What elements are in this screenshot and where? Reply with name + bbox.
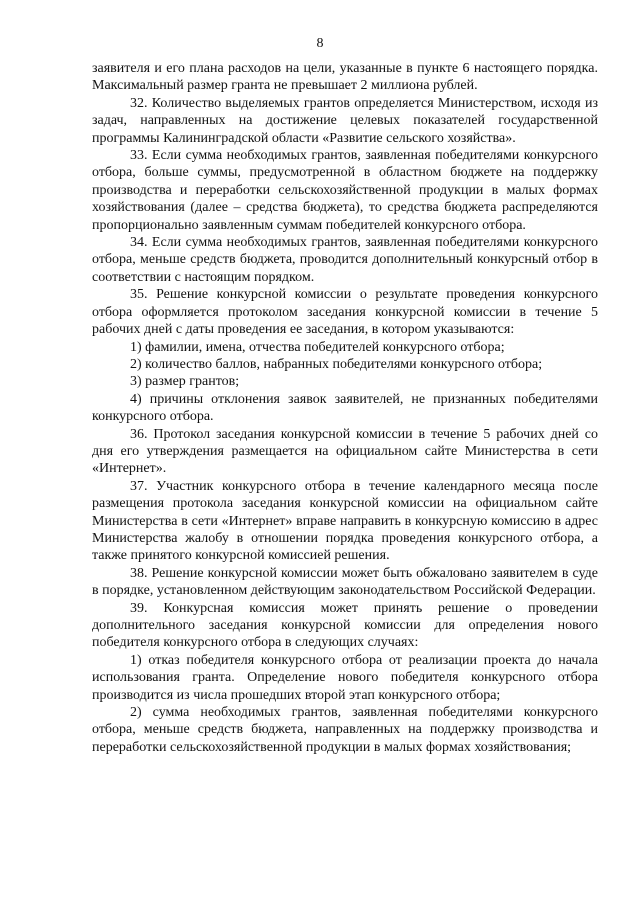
list-item-39-2: 2) сумма необходимых грантов, заявленная победителями конкурсного отбора, меньше средств бюджета, направленных на поддержку производства и переработки сельскохозяйственной продукции в малых формах хозяйствования; [92,705,598,755]
list-item-35-1: 1) фамилии, имена, отчества победителей конкурсного отбора; [130,339,505,355]
paragraph-37: 37. Участник конкурсного отбора в течение календарного месяца после размещения протокола заседания конкурсной комиссии на официальном сайте Министерства в сети «Интернет» вправе направить в конкурсную комиссию в адрес Министерства жалобу в отношении порядка проведения конкурсного отбора, а также принятого конкурсной комиссией решения. [92,478,598,564]
list-item-35-4: 4) причины отклонения заявок заявителей, не признанных победителями конкурсного отбора. [92,391,598,425]
list-item-35-2: 2) количество баллов, набранных победителями конкурсного отбора; [130,356,543,372]
paragraph-33: 33. Если сумма необходимых грантов, заявленная победителями конкурсного отбора, больше суммы, предусмотренной в областном бюджете на поддержку производства и переработки сельскохозяйственной продукции в малых формах хозяйствования (далее – средства бюджета), то средства бюджета распределяются пропорционально заявленным суммам победителей конкурсного отбора. [92,148,598,233]
list-item-35-3: 3) размер грантов; [130,374,240,390]
paragraph-32: 32. Количество выделяемых грантов определяется Министерством, исходя из задач, направленных на достижение целевых показателей государственной программы Калининградской области «Развитие сельского хозяйства». [92,95,598,146]
page-number: 8 [316,36,324,51]
paragraph-34: 34. Если сумма необходимых грантов, заявленная победителями конкурсного отбора, меньше средств бюджета, проводится дополнительный конкурсный отбор в соответствии с настоящим порядком. [92,235,598,285]
paragraph-continuation: заявителя и его плана расходов на цели, указанные в пункте 6 настоящего порядка. Максимальный размер гранта не превышает 2 миллиона рублей. [92,61,598,94]
paragraph-39: 39. Конкурсная комиссия может принять решение о проведении дополнительного заседания конкурсной комиссии для определения нового победителя конкурсного отбора в следующих случаях: [92,600,598,651]
paragraph-38: 38. Решение конкурсной комиссии может быть обжаловано заявителем в суде в порядке, установленном действующим законодательством Российской Федерации. [92,565,598,599]
list-item-39-1: 1) отказ победителя конкурсного отбора от реализации проекта до начала использования гранта. Определение нового победителя конкурсного отбора производится из числа прошедших второй этап конкурсного отбора; [92,652,598,703]
paragraph-36: 36. Протокол заседания конкурсной комиссии в течение 5 рабочих дней со дня его утверждения размещается на официальном сайте Министерства в сети «Интернет». [92,426,598,477]
paragraph-35: 35. Решение конкурсной комиссии о результате проведения конкурсного отбора оформляется протоколом заседания конкурсной комиссии в течение 5 рабочих дней с даты проведения ее заседания, в котором указываются: [92,287,598,338]
document-body [92,60,598,756]
